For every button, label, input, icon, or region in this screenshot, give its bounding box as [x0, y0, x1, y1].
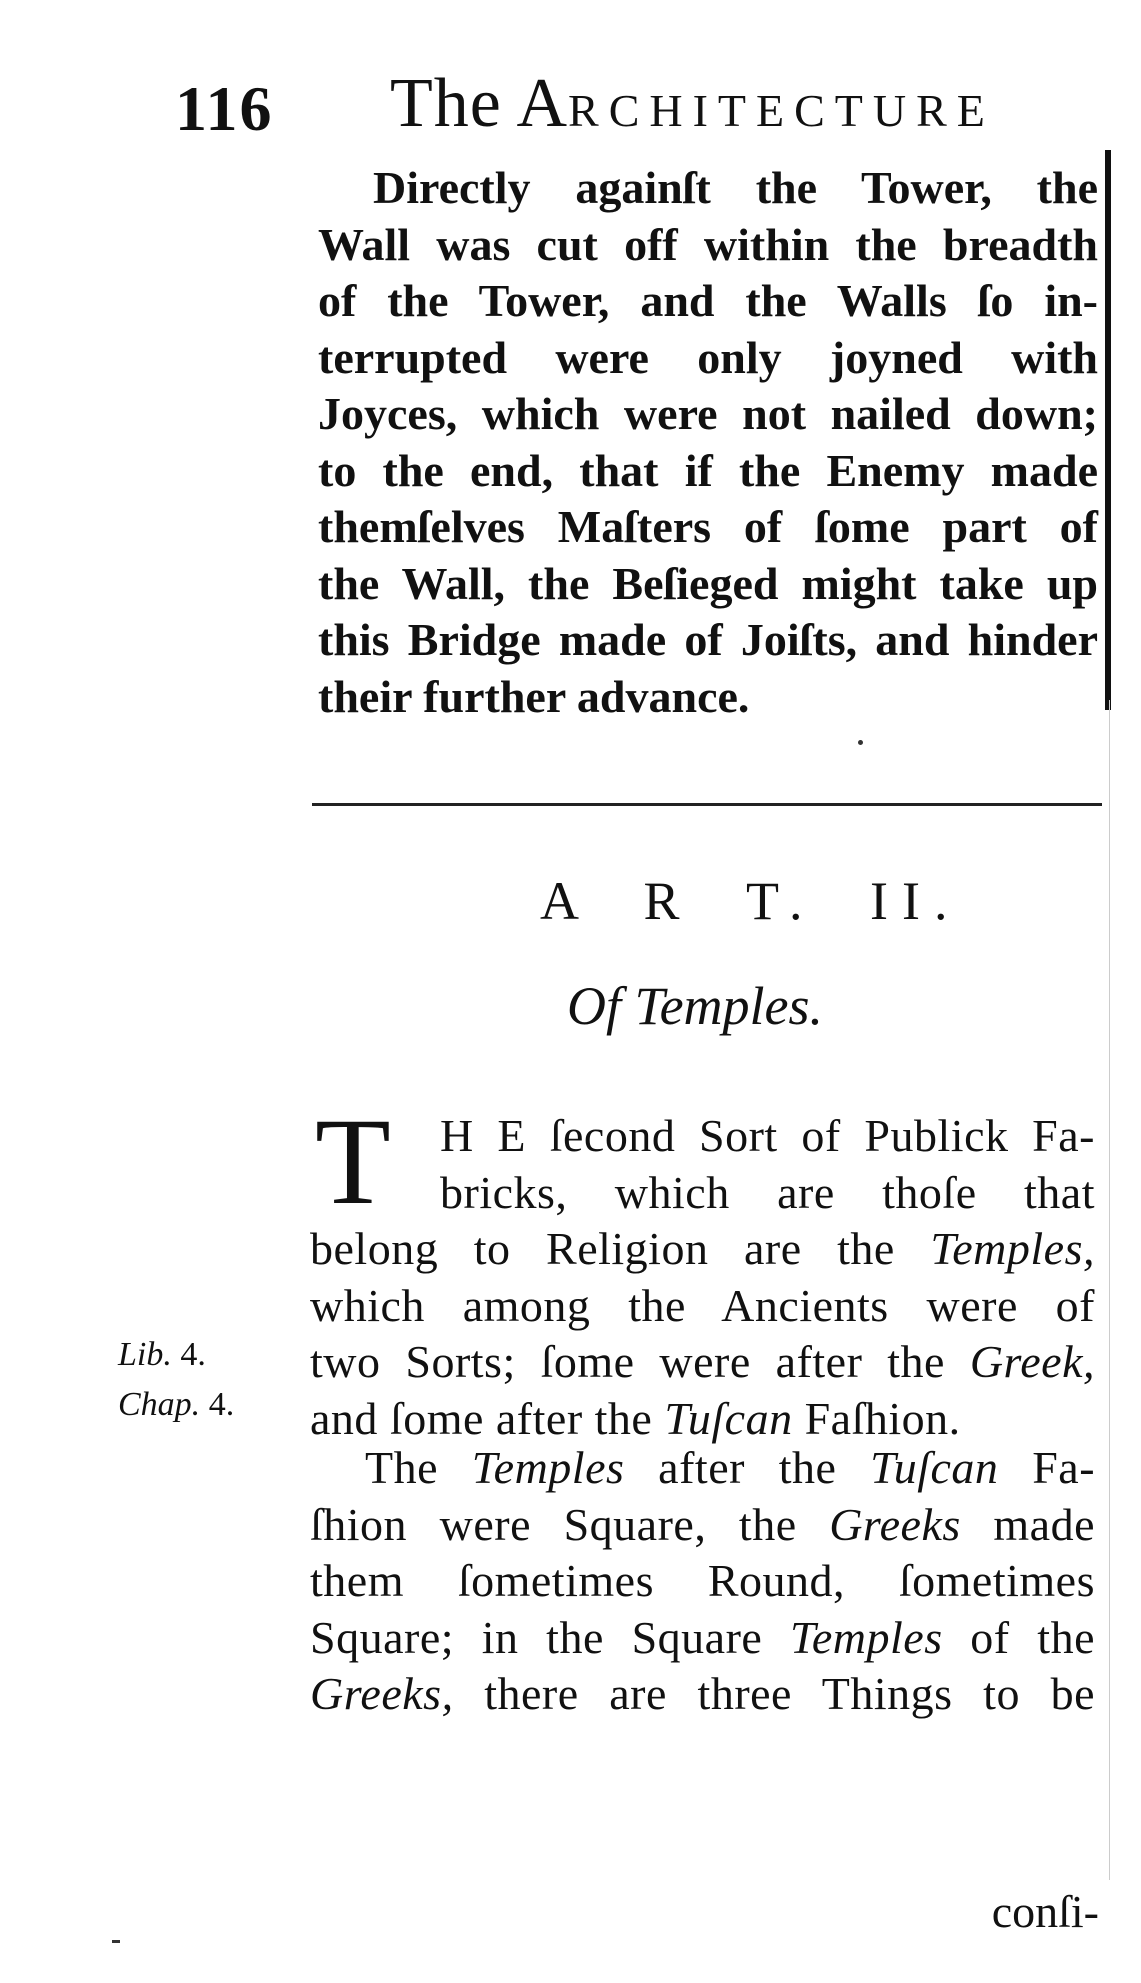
text-line: Directly againſt the Tower, the — [373, 162, 1098, 213]
text-run: made — [960, 1498, 1095, 1550]
page-number: 116 — [175, 73, 274, 144]
text-run: The — [365, 1442, 472, 1493]
text-line: bricks, which are thoſe that — [440, 1166, 1095, 1218]
margin-note-chap — [118, 1386, 234, 1424]
margin-note-label: Lib. — [118, 1336, 172, 1373]
text-line — [310, 1497, 1095, 1554]
running-head-the: The — [390, 65, 517, 142]
margin-rule-faint — [1109, 700, 1110, 1880]
text-line: this Bridge made of Joiſts, and hinder — [318, 614, 1098, 665]
text-line: Joyces, which were not nailed down; — [318, 388, 1098, 439]
text-line: Wall was cut off within the breadth — [318, 218, 1098, 270]
italic-run: Greek, — [969, 1336, 1095, 1387]
italic-run: Tuſcan — [870, 1442, 999, 1493]
text-run: Faſhion. — [792, 1392, 961, 1444]
margin-note-number: 4. — [208, 1386, 235, 1423]
margin-note-number: 4. — [180, 1336, 206, 1373]
paragraph-temples — [310, 1108, 1095, 1447]
text-line — [310, 1391, 1095, 1448]
italic-run: Temples, — [930, 1223, 1095, 1274]
text-run: ſhion were Square, the — [310, 1498, 830, 1550]
text-run: there are three Things to be — [453, 1668, 1095, 1719]
ink-speck — [858, 740, 863, 745]
margin-note-lib — [118, 1336, 206, 1374]
text-run: after the — [624, 1442, 871, 1493]
running-head — [390, 64, 995, 144]
text-line — [310, 1221, 1095, 1278]
italic-run: Temples — [471, 1442, 625, 1493]
margin-rule — [1105, 150, 1111, 710]
text-line — [310, 1334, 1095, 1391]
text-line — [310, 1666, 1095, 1723]
margin-note-label: Chap. — [118, 1386, 201, 1423]
text-line: themſelves Maſters of ſome part of — [318, 501, 1098, 552]
catchword: conſi- — [991, 1886, 1099, 1937]
text-run: Square; in the Square — [310, 1611, 790, 1663]
text-line: them ſometimes Round, ſometimes — [310, 1555, 1095, 1606]
running-head-smallcaps: RCHITECTURE — [568, 85, 995, 136]
text-line — [310, 1610, 1095, 1667]
text-line: to the end, that if the Enemy made — [318, 444, 1098, 496]
italic-run: Tuſcan — [664, 1392, 793, 1444]
text-line — [310, 1440, 1095, 1497]
text-line: of the Tower, and the Walls ſo in- — [318, 275, 1098, 326]
article-heading: A R T. II. — [540, 871, 962, 931]
text-line: their further advance. — [318, 670, 750, 722]
italic-run: Greeks, — [310, 1668, 454, 1719]
text-run: Fa- — [998, 1442, 1096, 1493]
ink-speck — [112, 1940, 120, 1943]
text-line: which among the Ancients were of — [310, 1279, 1095, 1331]
text-run: of the — [942, 1611, 1096, 1663]
paragraph-tower-wall — [318, 160, 1098, 725]
text-run: belong to Religion are the — [310, 1223, 931, 1274]
paragraph-temple-shapes — [310, 1440, 1095, 1723]
drop-cap: T — [315, 1093, 391, 1230]
section-divider — [312, 803, 1102, 806]
text-run: and ſome after the — [310, 1392, 665, 1444]
text-line: terrupted were only joyned with — [318, 331, 1098, 383]
running-head-cap: A — [516, 65, 569, 142]
italic-run: Greeks — [829, 1498, 961, 1550]
article-subheading: Of Temples. — [567, 976, 824, 1036]
italic-run: Temples — [790, 1611, 943, 1663]
text-line: H E ſecond Sort of Publick Fa- — [440, 1110, 1095, 1161]
text-line: the Wall, the Beſieged might take up — [318, 557, 1098, 609]
text-run: two Sorts; ſome were after the — [310, 1336, 970, 1387]
